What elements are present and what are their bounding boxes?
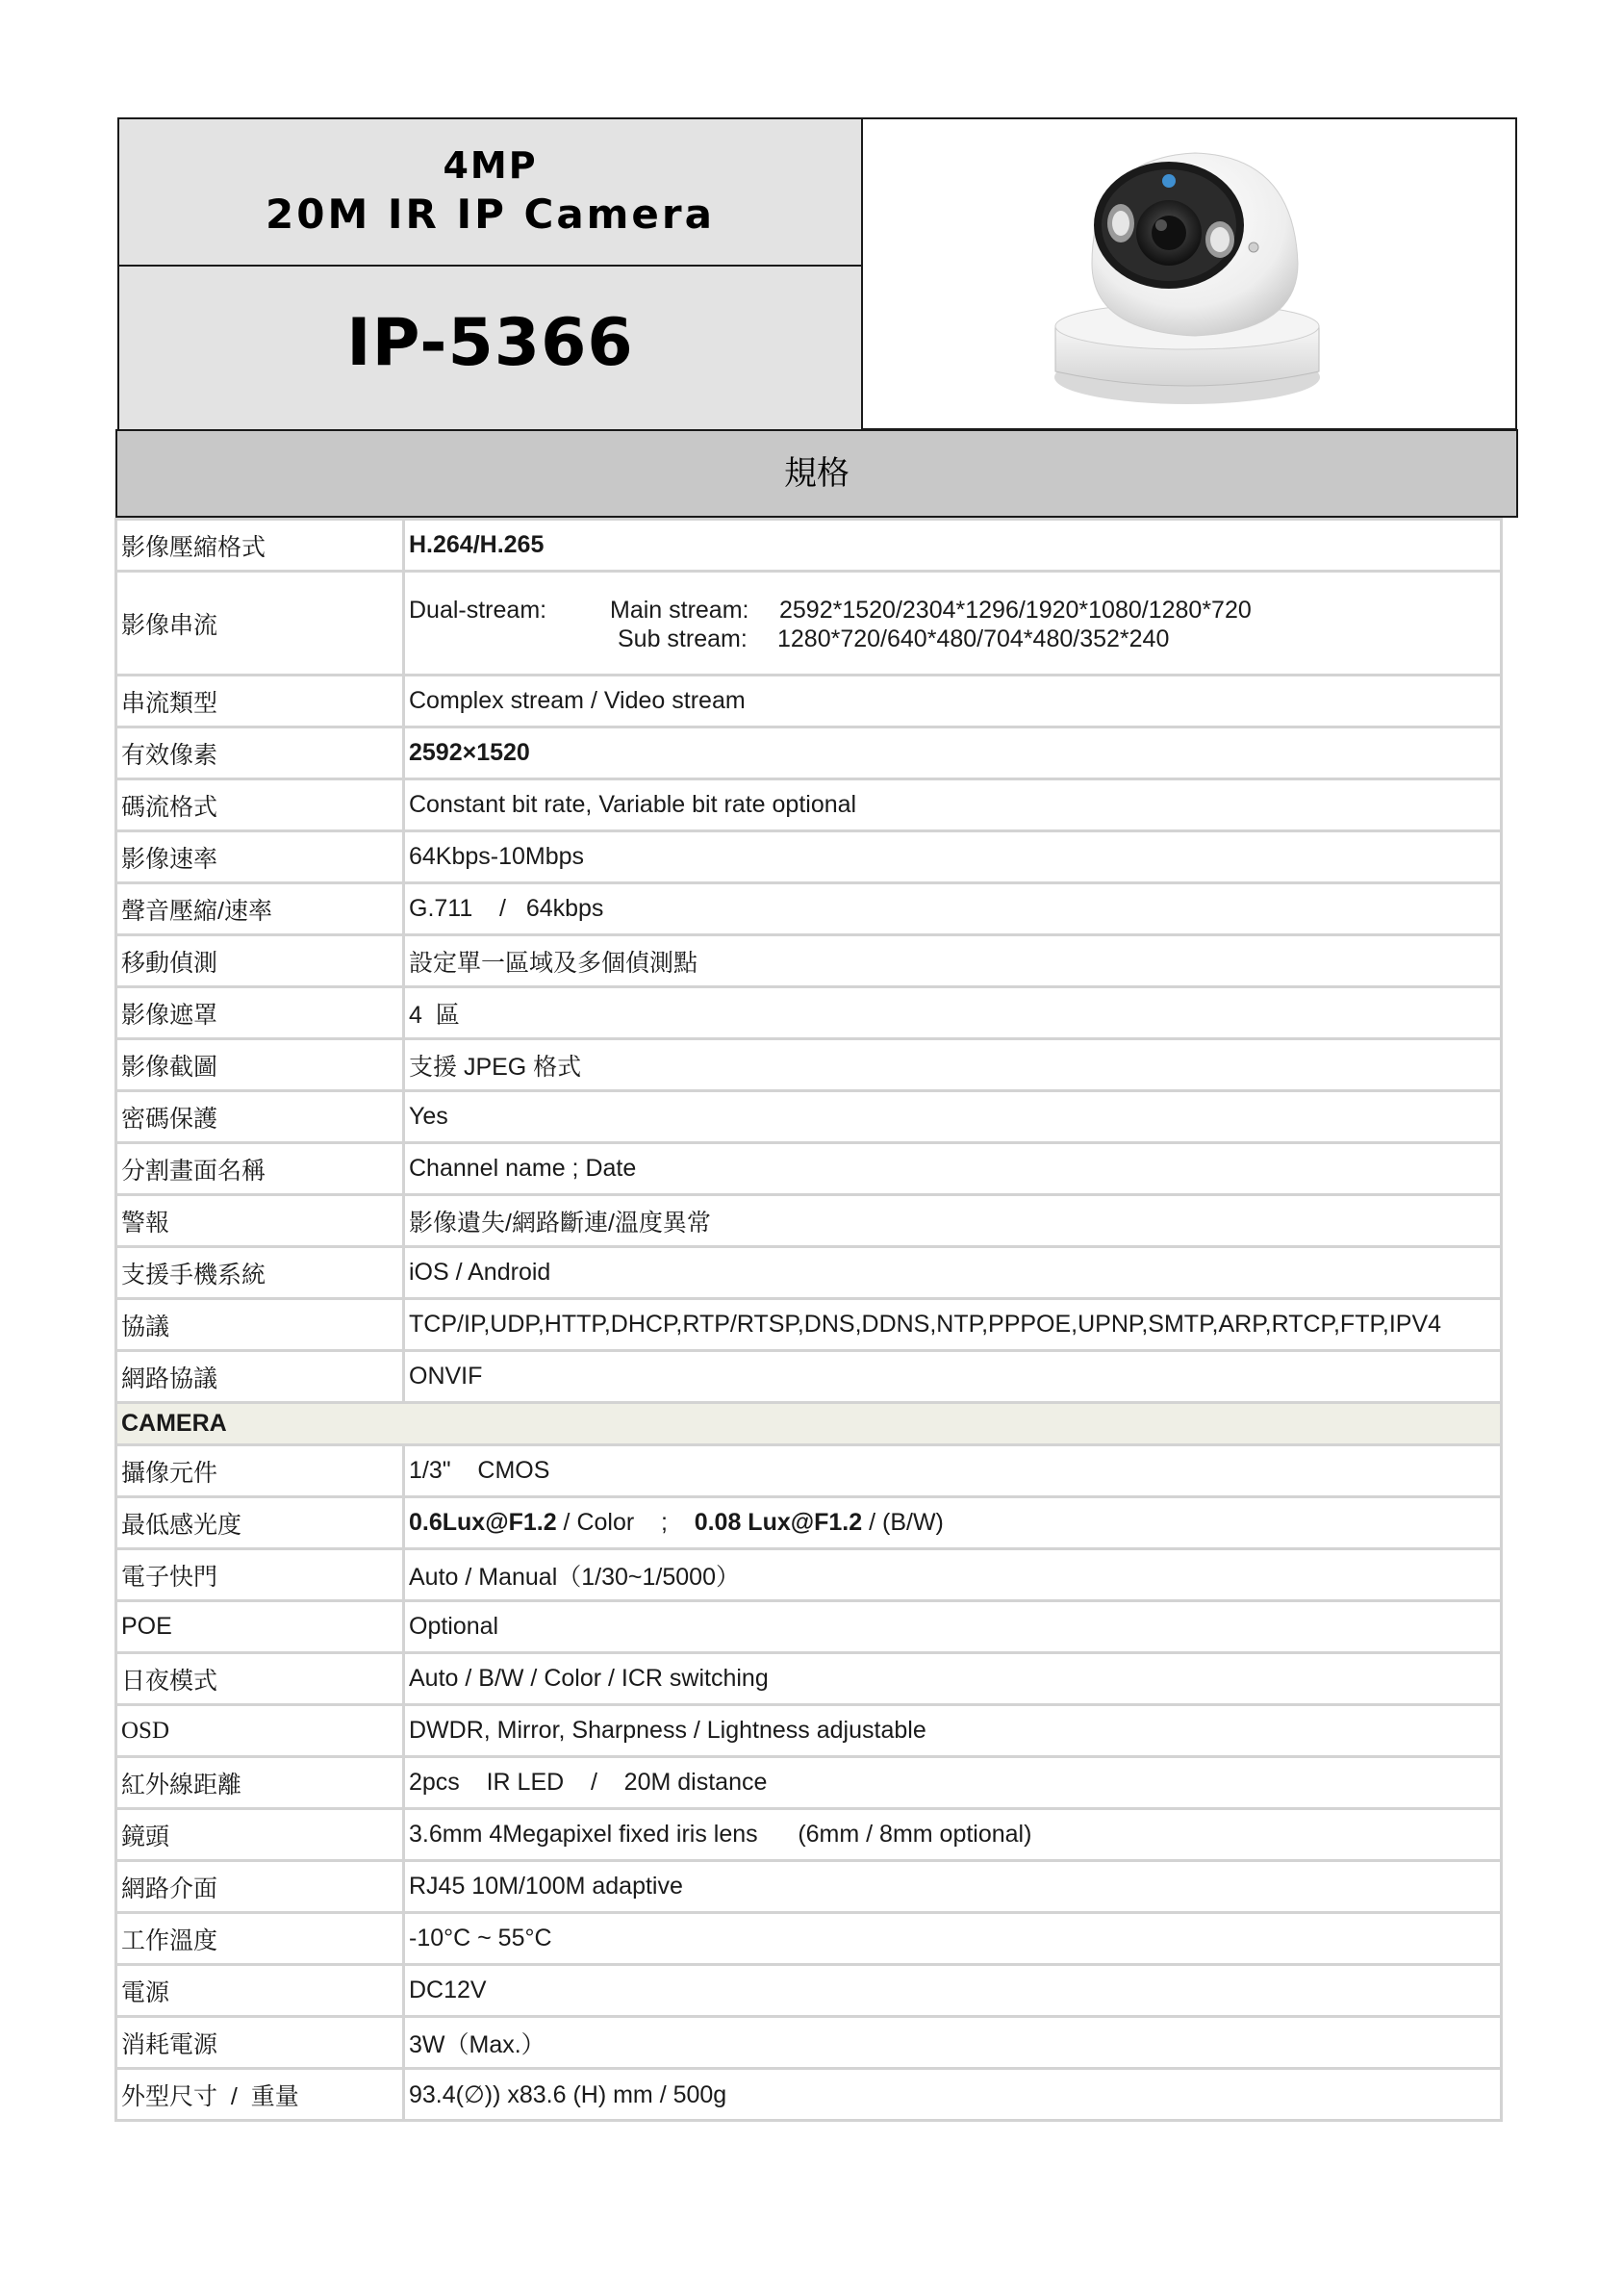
- spec-value-illumination: [404, 1497, 1502, 1549]
- spec-value: 64Kbps-10Mbps: [404, 831, 1502, 883]
- table-row: [116, 883, 1502, 935]
- table-row: [116, 1705, 1502, 1757]
- spec-label: 影像串流: [116, 572, 404, 676]
- spec-label: 有效像素: [116, 727, 404, 779]
- spec-value: iOS / Android: [404, 1247, 1502, 1299]
- spec-value: Constant bit rate, Variable bit rate optional: [404, 779, 1502, 831]
- table-row: [116, 1497, 1502, 1549]
- table-row: [116, 727, 1502, 779]
- bw-suffix: / (B/W): [862, 1509, 944, 1536]
- table-row: [116, 2069, 1502, 2121]
- table-row: [116, 1143, 1502, 1195]
- spec-value: 2pcs IR LED / 20M distance: [404, 1757, 1502, 1809]
- spec-value: DC12V: [404, 1965, 1502, 2017]
- spec-label: 影像速率: [116, 831, 404, 883]
- spec-value: 2592×1520: [404, 727, 1502, 779]
- spec-label: 最低感光度: [116, 1497, 404, 1549]
- spec-value-stream: [404, 572, 1502, 676]
- table-row: [116, 1861, 1502, 1913]
- table-row: [116, 1549, 1502, 1601]
- spec-value: 設定單一區域及多個偵測點: [404, 935, 1502, 987]
- spec-label: 影像截圖: [116, 1039, 404, 1091]
- model-number-cell: [119, 267, 863, 430]
- table-row: [116, 1757, 1502, 1809]
- camera-section-row: [116, 1403, 1502, 1445]
- spec-label: 密碼保護: [116, 1091, 404, 1143]
- spec-value: 影像遺失/網路斷連/溫度異常: [404, 1195, 1502, 1247]
- spec-label: 攝像元件: [116, 1445, 404, 1497]
- spec-label: 消耗電源: [116, 2017, 404, 2069]
- spec-value: H.264/H.265: [404, 520, 1502, 572]
- spec-value: ONVIF: [404, 1351, 1502, 1403]
- spec-value: 支援 JPEG 格式: [404, 1039, 1502, 1091]
- table-row: [116, 676, 1502, 727]
- table-row: [116, 779, 1502, 831]
- spec-value: Auto / Manual（1/30~1/5000）: [404, 1549, 1502, 1601]
- product-header: [117, 117, 1517, 430]
- sub-stream-label: Sub stream:: [618, 625, 748, 652]
- sub-stream-value: 1280*720/640*480/704*480/352*240: [777, 625, 1170, 652]
- spec-label: 紅外線距離: [116, 1757, 404, 1809]
- spec-value: 3.6mm 4Megapixel fixed iris lens (6mm / 8mm optional): [404, 1809, 1502, 1861]
- table-row: [116, 572, 1502, 676]
- spec-label: 聲音壓縮/速率: [116, 883, 404, 935]
- spec-label: POE: [116, 1601, 404, 1653]
- spec-value: G.711 / 64kbps: [404, 883, 1502, 935]
- spec-value: -10°C ~ 55°C: [404, 1913, 1502, 1965]
- spec-value: Auto / B/W / Color / ICR switching: [404, 1653, 1502, 1705]
- camera-section-heading: CAMERA: [116, 1403, 1502, 1445]
- dual-stream-label: Dual-stream:: [409, 596, 547, 624]
- table-row: [116, 1091, 1502, 1143]
- product-title-line2: 20M IR IP Camera: [266, 191, 715, 238]
- spec-value: 4 區: [404, 987, 1502, 1039]
- table-row: [116, 1809, 1502, 1861]
- table-row: [116, 1247, 1502, 1299]
- table-row: [116, 935, 1502, 987]
- main-stream-label: Main stream:: [610, 596, 749, 624]
- spec-label: 警報: [116, 1195, 404, 1247]
- table-row: [116, 1445, 1502, 1497]
- product-title-line1: 4MP: [443, 144, 538, 187]
- spec-label: OSD: [116, 1705, 404, 1757]
- spec-value: RJ45 10M/100M adaptive: [404, 1861, 1502, 1913]
- spec-label: 串流類型: [116, 676, 404, 727]
- spec-label: 網路協議: [116, 1351, 404, 1403]
- spec-label: 移動偵測: [116, 935, 404, 987]
- spec-value: Yes: [404, 1091, 1502, 1143]
- spec-label: 影像遮罩: [116, 987, 404, 1039]
- table-row: [116, 1913, 1502, 1965]
- spec-label: 日夜模式: [116, 1653, 404, 1705]
- table-row: [116, 1965, 1502, 2017]
- color-lux: 0.6Lux@F1.2: [409, 1509, 557, 1536]
- table-row: [116, 1299, 1502, 1351]
- spec-label: 外型尺寸 / 重量: [116, 2069, 404, 2121]
- table-row: [116, 1653, 1502, 1705]
- main-stream-value: 2592*1520/2304*1296/1920*1080/1280*720: [779, 596, 1252, 624]
- spec-label: 工作溫度: [116, 1913, 404, 1965]
- spec-value: 3W（Max.）: [404, 2017, 1502, 2069]
- spec-label: 分割畫面名稱: [116, 1143, 404, 1195]
- bw-lux: 0.08 Lux@F1.2: [694, 1509, 863, 1536]
- spec-value: Channel name ; Date: [404, 1143, 1502, 1195]
- table-row: [116, 520, 1502, 572]
- model-number: IP-5366: [346, 305, 634, 381]
- spec-label: 影像壓縮格式: [116, 520, 404, 572]
- spec-label: 支援手機系統: [116, 1247, 404, 1299]
- spec-value: TCP/IP,UDP,HTTP,DHCP,RTP/RTSP,DNS,DDNS,NTP,PPPOE,UPNP,SMTP,ARP,RTCP,FTP,IPV4: [404, 1299, 1502, 1351]
- spec-label: 碼流格式: [116, 779, 404, 831]
- spec-table: [114, 518, 1503, 2122]
- spec-value: Complex stream / Video stream: [404, 676, 1502, 727]
- spec-label: 電子快門: [116, 1549, 404, 1601]
- table-row: [116, 1601, 1502, 1653]
- spec-label: 協議: [116, 1299, 404, 1351]
- table-row: [116, 831, 1502, 883]
- spec-section-title: 規格: [115, 429, 1518, 518]
- spec-label: 鏡頭: [116, 1809, 404, 1861]
- table-row: [116, 1195, 1502, 1247]
- table-row: [116, 2017, 1502, 2069]
- spec-value: Optional: [404, 1601, 1502, 1653]
- table-row: [116, 1039, 1502, 1091]
- dome-camera-image: [863, 119, 1517, 430]
- table-row: [116, 987, 1502, 1039]
- table-row: [116, 1351, 1502, 1403]
- product-title-cell: [119, 119, 863, 267]
- spec-value: 1/3" CMOS: [404, 1445, 1502, 1497]
- spec-value: DWDR, Mirror, Sharpness / Lightness adjustable: [404, 1705, 1502, 1757]
- spec-value: 93.4(∅)) x83.6 (H) mm / 500g: [404, 2069, 1502, 2121]
- color-suffix: / Color ;: [556, 1509, 695, 1536]
- product-image-cell: [863, 119, 1517, 430]
- spec-label: 網路介面: [116, 1861, 404, 1913]
- spec-label: 電源: [116, 1965, 404, 2017]
